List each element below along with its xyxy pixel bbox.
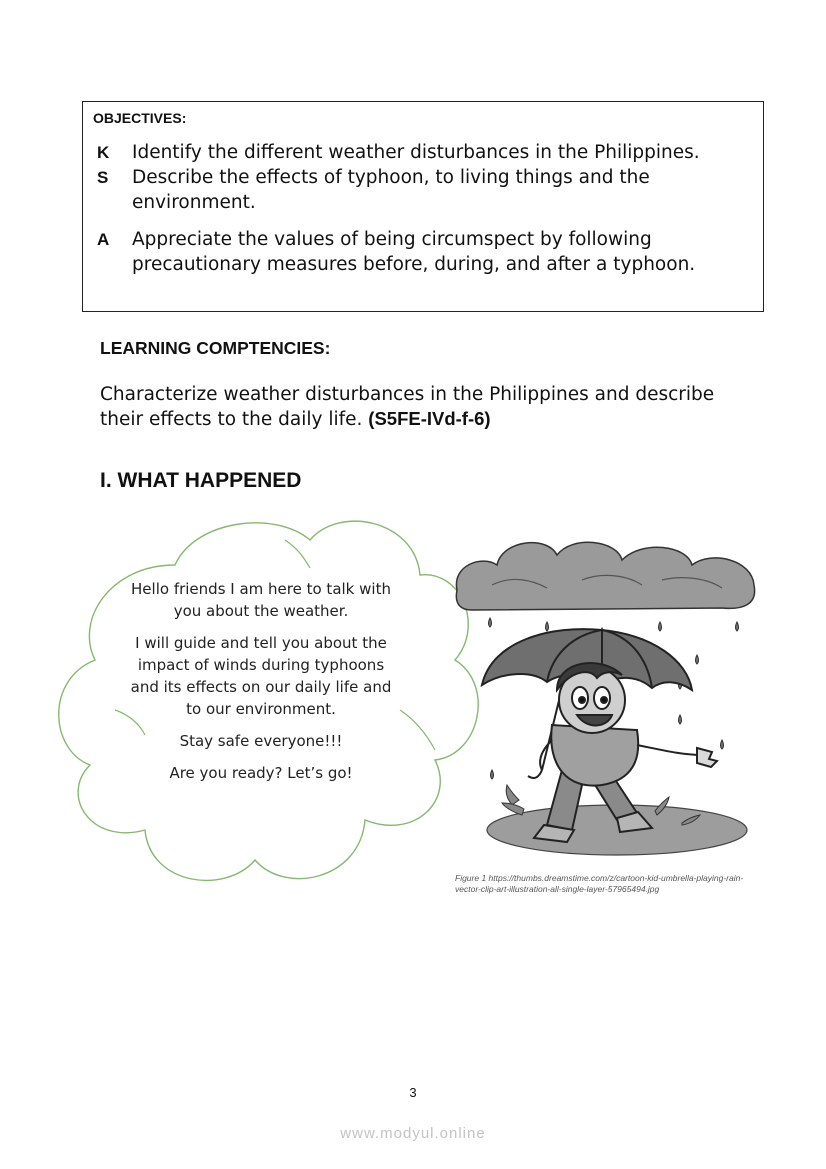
objective-text: Identify the different weather disturbances in the Philippines. bbox=[132, 142, 700, 163]
objectives-heading: OBJECTIVES: bbox=[93, 110, 187, 126]
page-number: 3 bbox=[409, 1085, 417, 1100]
objective-letter: K bbox=[97, 143, 110, 162]
learning-competencies-heading: LEARNING COMPTENCIES: bbox=[100, 338, 331, 358]
objectives-box bbox=[82, 101, 764, 312]
kid-umbrella-illustration bbox=[452, 530, 762, 865]
storm-cloud-icon bbox=[456, 542, 754, 610]
objective-text: Describe the effects of typhoon, to living things and the environment. bbox=[132, 167, 650, 213]
cloud-paragraph: Stay safe everyone!!! bbox=[179, 732, 343, 750]
figure-caption: Figure 1 https://thumbs.dreamstime.com/z/cartoon-kid-umbrella-playing-rain-vector-clip-art-illustration-all-single-layer-57965494.jpg bbox=[455, 873, 744, 894]
cloud-paragraph: Hello friends I am here to talk with you about the weather. bbox=[131, 580, 391, 620]
watermark: www.modyul.online bbox=[340, 1125, 486, 1142]
objective-letter: S bbox=[97, 168, 109, 187]
section-title: I. WHAT HAPPENED bbox=[100, 469, 302, 492]
cloud-paragraph: Are you ready? Let’s go! bbox=[169, 764, 353, 782]
competency-code: (S5FE-IVd-f-6) bbox=[368, 408, 491, 429]
objective-letter: A bbox=[97, 230, 110, 249]
competency-description: Characterize weather disturbances in the Philippines and describe their effects to the daily life. bbox=[100, 384, 715, 430]
cloud-paragraph: I will guide and tell you about the impact of winds during typhoons and its effects on our daily life and to our environment. bbox=[130, 634, 392, 718]
speech-cloud-text bbox=[128, 578, 394, 794]
learning-competencies-text bbox=[100, 383, 760, 432]
objective-text: Appreciate the values of being circumspect by following precautionary measures before, during, and after a typhoon. bbox=[132, 229, 696, 275]
